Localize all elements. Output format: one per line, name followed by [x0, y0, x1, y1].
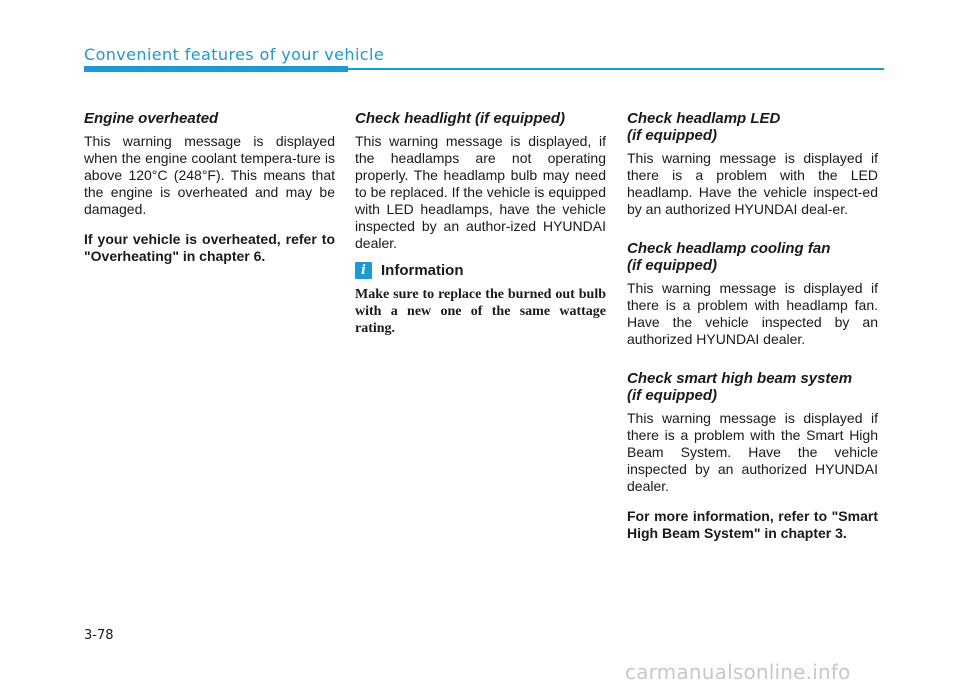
information-body: Make sure to replace the burned out bulb with a new one of the same wattage rating.: [355, 287, 606, 336]
column-headlamp-warnings: [627, 110, 878, 542]
heading-check-headlamp-led: Check headlamp LED (if equipped): [627, 110, 781, 144]
note-overheating-reference: If your vehicle is overheated, refer to "Overheating" in chapter 6.: [84, 231, 335, 264]
heading-check-headlamp-cooling-fan: Check headlamp cooling fan (if equipped): [627, 240, 831, 274]
information-title: Information: [381, 262, 464, 279]
column-check-headlight: [355, 110, 606, 337]
heading-check-smart-high-beam: Check smart high beam system (if equipped): [627, 370, 853, 404]
paragraph-engine-overheated: This warning message is displayed when the engine coolant tempera-ture is above 120°C (248°F). This means that the engine is overheated and may be damaged.: [84, 133, 335, 217]
information-box-header: [355, 262, 606, 279]
paragraph-check-headlamp-cooling-fan: This warning message is displayed if there is a problem with headlamp fan. Have the vehicle inspected by an authorized HYUNDAI dealer.: [627, 280, 878, 347]
heading-check-headlight: Check headlight (if equipped): [355, 110, 566, 127]
header-rule: [348, 68, 884, 70]
note-smart-high-beam-reference: For more information, refer to "Smart High Beam System" in chapter 3.: [627, 508, 878, 541]
column-engine-overheated: [84, 110, 335, 265]
section-header-title: Convenient features of your vehicle: [84, 45, 385, 64]
paragraph-check-smart-high-beam: This warning message is displayed if there is a problem with the Smart High Beam System. Have the vehicle inspected by an authorized HYUNDAI dealer.: [627, 410, 878, 494]
watermark: carmanualsonline.info: [625, 660, 851, 684]
paragraph-check-headlamp-led: This warning message is displayed if there is a problem with the LED headlamp. Have the vehicle inspect-ed by an authorized HYUNDAI deal-er.: [627, 150, 878, 217]
heading-engine-overheated: Engine overheated: [84, 110, 219, 127]
page-number: 3-78: [84, 628, 114, 643]
paragraph-check-headlight: This warning message is displayed, if the headlamps are not operating properly. The headlamp bulb may need to be replaced. If the vehicle is equipped with LED headlamps, have the vehicle inspected by an author-ized HYUNDAI dealer.: [355, 133, 606, 251]
header-accent-bar: [84, 66, 348, 72]
info-icon: i: [355, 262, 372, 279]
